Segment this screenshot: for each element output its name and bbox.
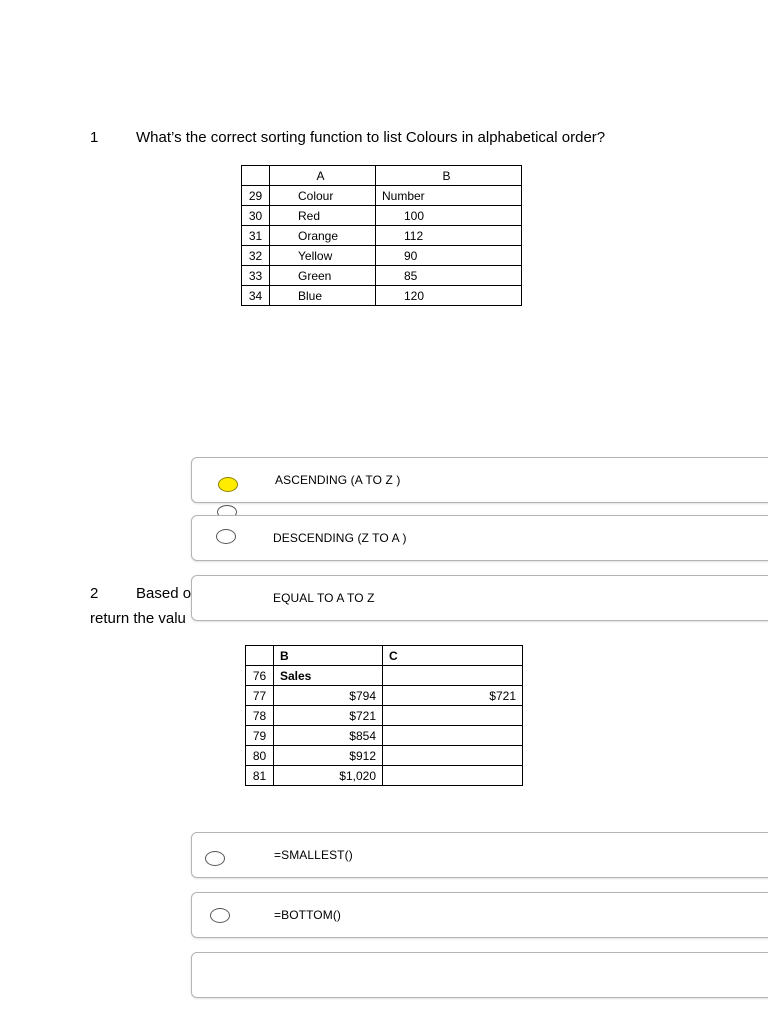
table-row: [242, 186, 522, 206]
table-row: [246, 766, 523, 786]
table-row: [246, 666, 523, 686]
table-header-row: [246, 646, 523, 666]
row-number: 78: [246, 706, 274, 726]
question-2-number: 2: [90, 585, 99, 602]
cell-b: Number: [376, 186, 522, 206]
cell-c: [383, 706, 523, 726]
radio-selected-icon[interactable]: [218, 477, 238, 492]
table-row: [246, 746, 523, 766]
question-1-number: 1: [90, 129, 99, 146]
radio-icon[interactable]: [216, 529, 236, 544]
cell-a: Yellow: [270, 246, 376, 266]
cell-a: Green: [270, 266, 376, 286]
row-number: 32: [242, 246, 270, 266]
cell-a: Orange: [270, 226, 376, 246]
column-header-b: B: [376, 166, 522, 186]
row-number: 77: [246, 686, 274, 706]
cell-b: $794: [274, 686, 383, 706]
column-header-b: B: [274, 646, 383, 666]
option-label: =SMALLEST(): [274, 848, 353, 862]
radio-icon[interactable]: [210, 908, 230, 923]
corner-cell: [246, 646, 274, 666]
cell-c: [383, 766, 523, 786]
cell-c: [383, 666, 523, 686]
corner-cell: [242, 166, 270, 186]
option-descending[interactable]: [191, 515, 768, 561]
question-2-text: Based o: [136, 585, 192, 602]
option-ascending[interactable]: [191, 457, 768, 503]
question-1-table: [241, 165, 522, 306]
column-header-a: A: [270, 166, 376, 186]
row-number: 29: [242, 186, 270, 206]
table-row: [242, 286, 522, 306]
table-row: [242, 266, 522, 286]
question-1-text: What’s the correct sorting function to list Colours in alphabetical order?: [136, 129, 606, 146]
cell-b: $1,020: [274, 766, 383, 786]
table-row: [242, 206, 522, 226]
column-header-c: C: [383, 646, 523, 666]
question-2-text-line2: return the valu: [90, 610, 186, 627]
table-row: [242, 246, 522, 266]
row-number: 34: [242, 286, 270, 306]
cell-b: 112: [376, 226, 522, 246]
cell-b: Sales: [274, 666, 383, 686]
table-row: [246, 726, 523, 746]
row-number: 31: [242, 226, 270, 246]
cell-a: Blue: [270, 286, 376, 306]
row-number: 76: [246, 666, 274, 686]
question-2-table: [245, 645, 523, 786]
cell-b: 90: [376, 246, 522, 266]
option-equal-to-a-to-z[interactable]: [191, 575, 768, 621]
cell-b: 85: [376, 266, 522, 286]
option-label: EQUAL TO A TO Z: [273, 591, 375, 605]
table-row: [246, 686, 523, 706]
table-row: [246, 706, 523, 726]
cell-a: Red: [270, 206, 376, 226]
cell-b: 100: [376, 206, 522, 226]
row-number: 80: [246, 746, 274, 766]
cell-c: [383, 746, 523, 766]
row-number: 30: [242, 206, 270, 226]
cell-b: $854: [274, 726, 383, 746]
table-header-row: [242, 166, 522, 186]
row-number: 33: [242, 266, 270, 286]
option-label: ASCENDING (A TO Z ): [275, 473, 401, 487]
cell-c: $721: [383, 686, 523, 706]
table-row: [242, 226, 522, 246]
option-label: DESCENDING (Z TO A ): [273, 531, 407, 545]
cell-c: [383, 726, 523, 746]
row-number: 81: [246, 766, 274, 786]
option-empty[interactable]: [191, 952, 768, 998]
row-number: 79: [246, 726, 274, 746]
cell-b: 120: [376, 286, 522, 306]
cell-a: Colour: [270, 186, 376, 206]
cell-b: $912: [274, 746, 383, 766]
option-bottom[interactable]: [191, 892, 768, 938]
option-smallest[interactable]: [191, 832, 768, 878]
radio-icon[interactable]: [205, 851, 225, 866]
cell-b: $721: [274, 706, 383, 726]
option-label: =BOTTOM(): [274, 908, 342, 922]
